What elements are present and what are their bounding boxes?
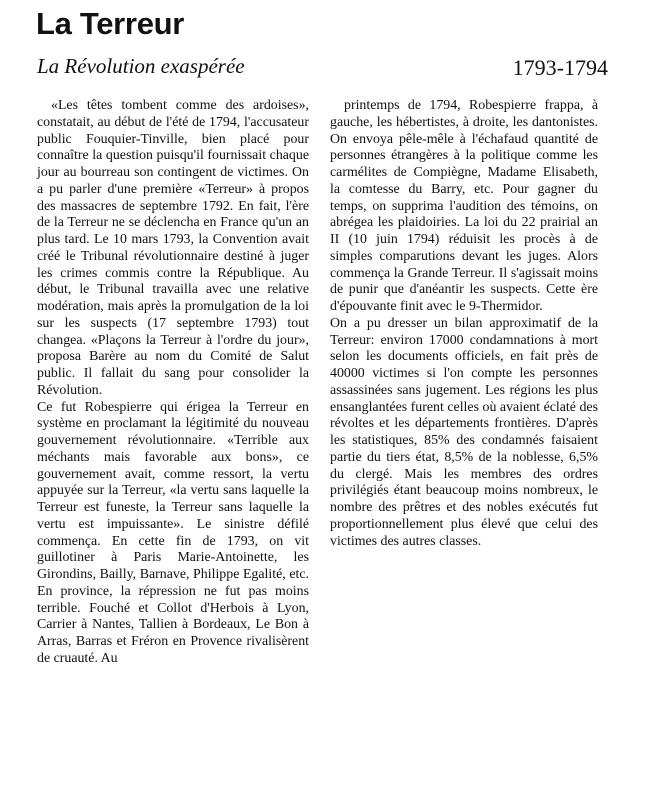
paragraph: On a pu dresser un bilan approximatif de la Terreur: environ 17000 condamnations à mort selon les documents officiels, en fait près de 40000 victimes si l'on compte les personnes assassinées sans jugement. Les régions les plus ensanglantées furent celles où avaient éclaté des révoltes et les départements frontières. D'après les statistiques, 85% des condamnés faisaient partie du tiers état, 8,5% de la noblesse, 6,5% du clergé. Mais les membres des ordres privilégiés étant beaucoup moins nombreux, le nombre des prêtres et des nobles exécutés fut proportionnellement plus élevé que celui des victimes des autres classes. [330, 315, 598, 549]
paragraph: printemps de 1794, Robespierre frappa, à gauche, les hébertistes, à droite, les dantonistes. On envoya pêle-mêle à l'échafaud quantité de personnes étrangères à la politique comme les carmélites de Compiègne, Madame Elisabeth, la comtesse du Barry, etc. Pour gagner du temps, on supprima l'audition des témoins, on abrégea les plaidoiries. La loi du 22 prairial an II (10 juin 1794) réduisit les procès à de simples comparutions devant les juges. Alors commença la Grande Terreur. Il s'agissait moins de punir que d'anéantir les suspects. Cette ère d'épouvante finit avec le 9-Thermidor. [330, 98, 598, 314]
paragraph: «Les têtes tombent comme des ardoises», constatait, au début de l'été de 1794, l'accusateur public Fouquier-Tinville, bien placé pour connaître la question puisqu'il fournissait chaque jour au bourreau son contingent de victimes. On a pu parler d'une première «Terreur» à propos des massacres de septembre 1792. En fait, l'ère de la Terreur ne se déclencha en France qu'un an plus tard. Le 10 mars 1793, la Convention avait créé le Tribunal révolutionnaire destiné à juger les crimes commis contre la République. Au début, le Tribunal travailla avec une relative modération, mais après la promulgation de la loi sur les suspects (17 septembre 1793) tout changea. «Plaçons la Terreur à l'ordre du jour», proposa Barère au nom du Comité de Salut public. Il fallait du sang pour consolider la Révolution. [37, 98, 309, 398]
date-range: 1793-1794 [512, 55, 608, 80]
paragraph: Ce fut Robespierre qui érigea la Terreur en système en proclamant la légitimité du nouveau gouvernement révolutionnaire. «Terrible aux méchants mais favorable aux bons», ce gouvernement avait, comme ressort, la vertu appuyée sur la Terreur, «la vertu sans laquelle la Terreur est funeste, la Terreur sans laquelle la vertu est impuissante». Le sinistre défilé commença. En cette fin de 1793, on vit guillotiner à Paris Marie-Antoinette, les Girondins, Bailly, Barnave, Philippe Egalité, etc. En province, la répression ne fut pas moins terrible. Fouché et Collot d'Herbois à Lyon, Carrier à Nantes, Tallien à Bordeaux, Le Bon à Arras, Barras et Fréron en Provence rivalisèrent de cruauté. Au [37, 399, 309, 666]
left-column [37, 98, 309, 668]
article-title: La Terreur [36, 6, 185, 41]
article-subtitle: La Révolution exaspérée [37, 54, 245, 78]
right-column [330, 98, 598, 550]
